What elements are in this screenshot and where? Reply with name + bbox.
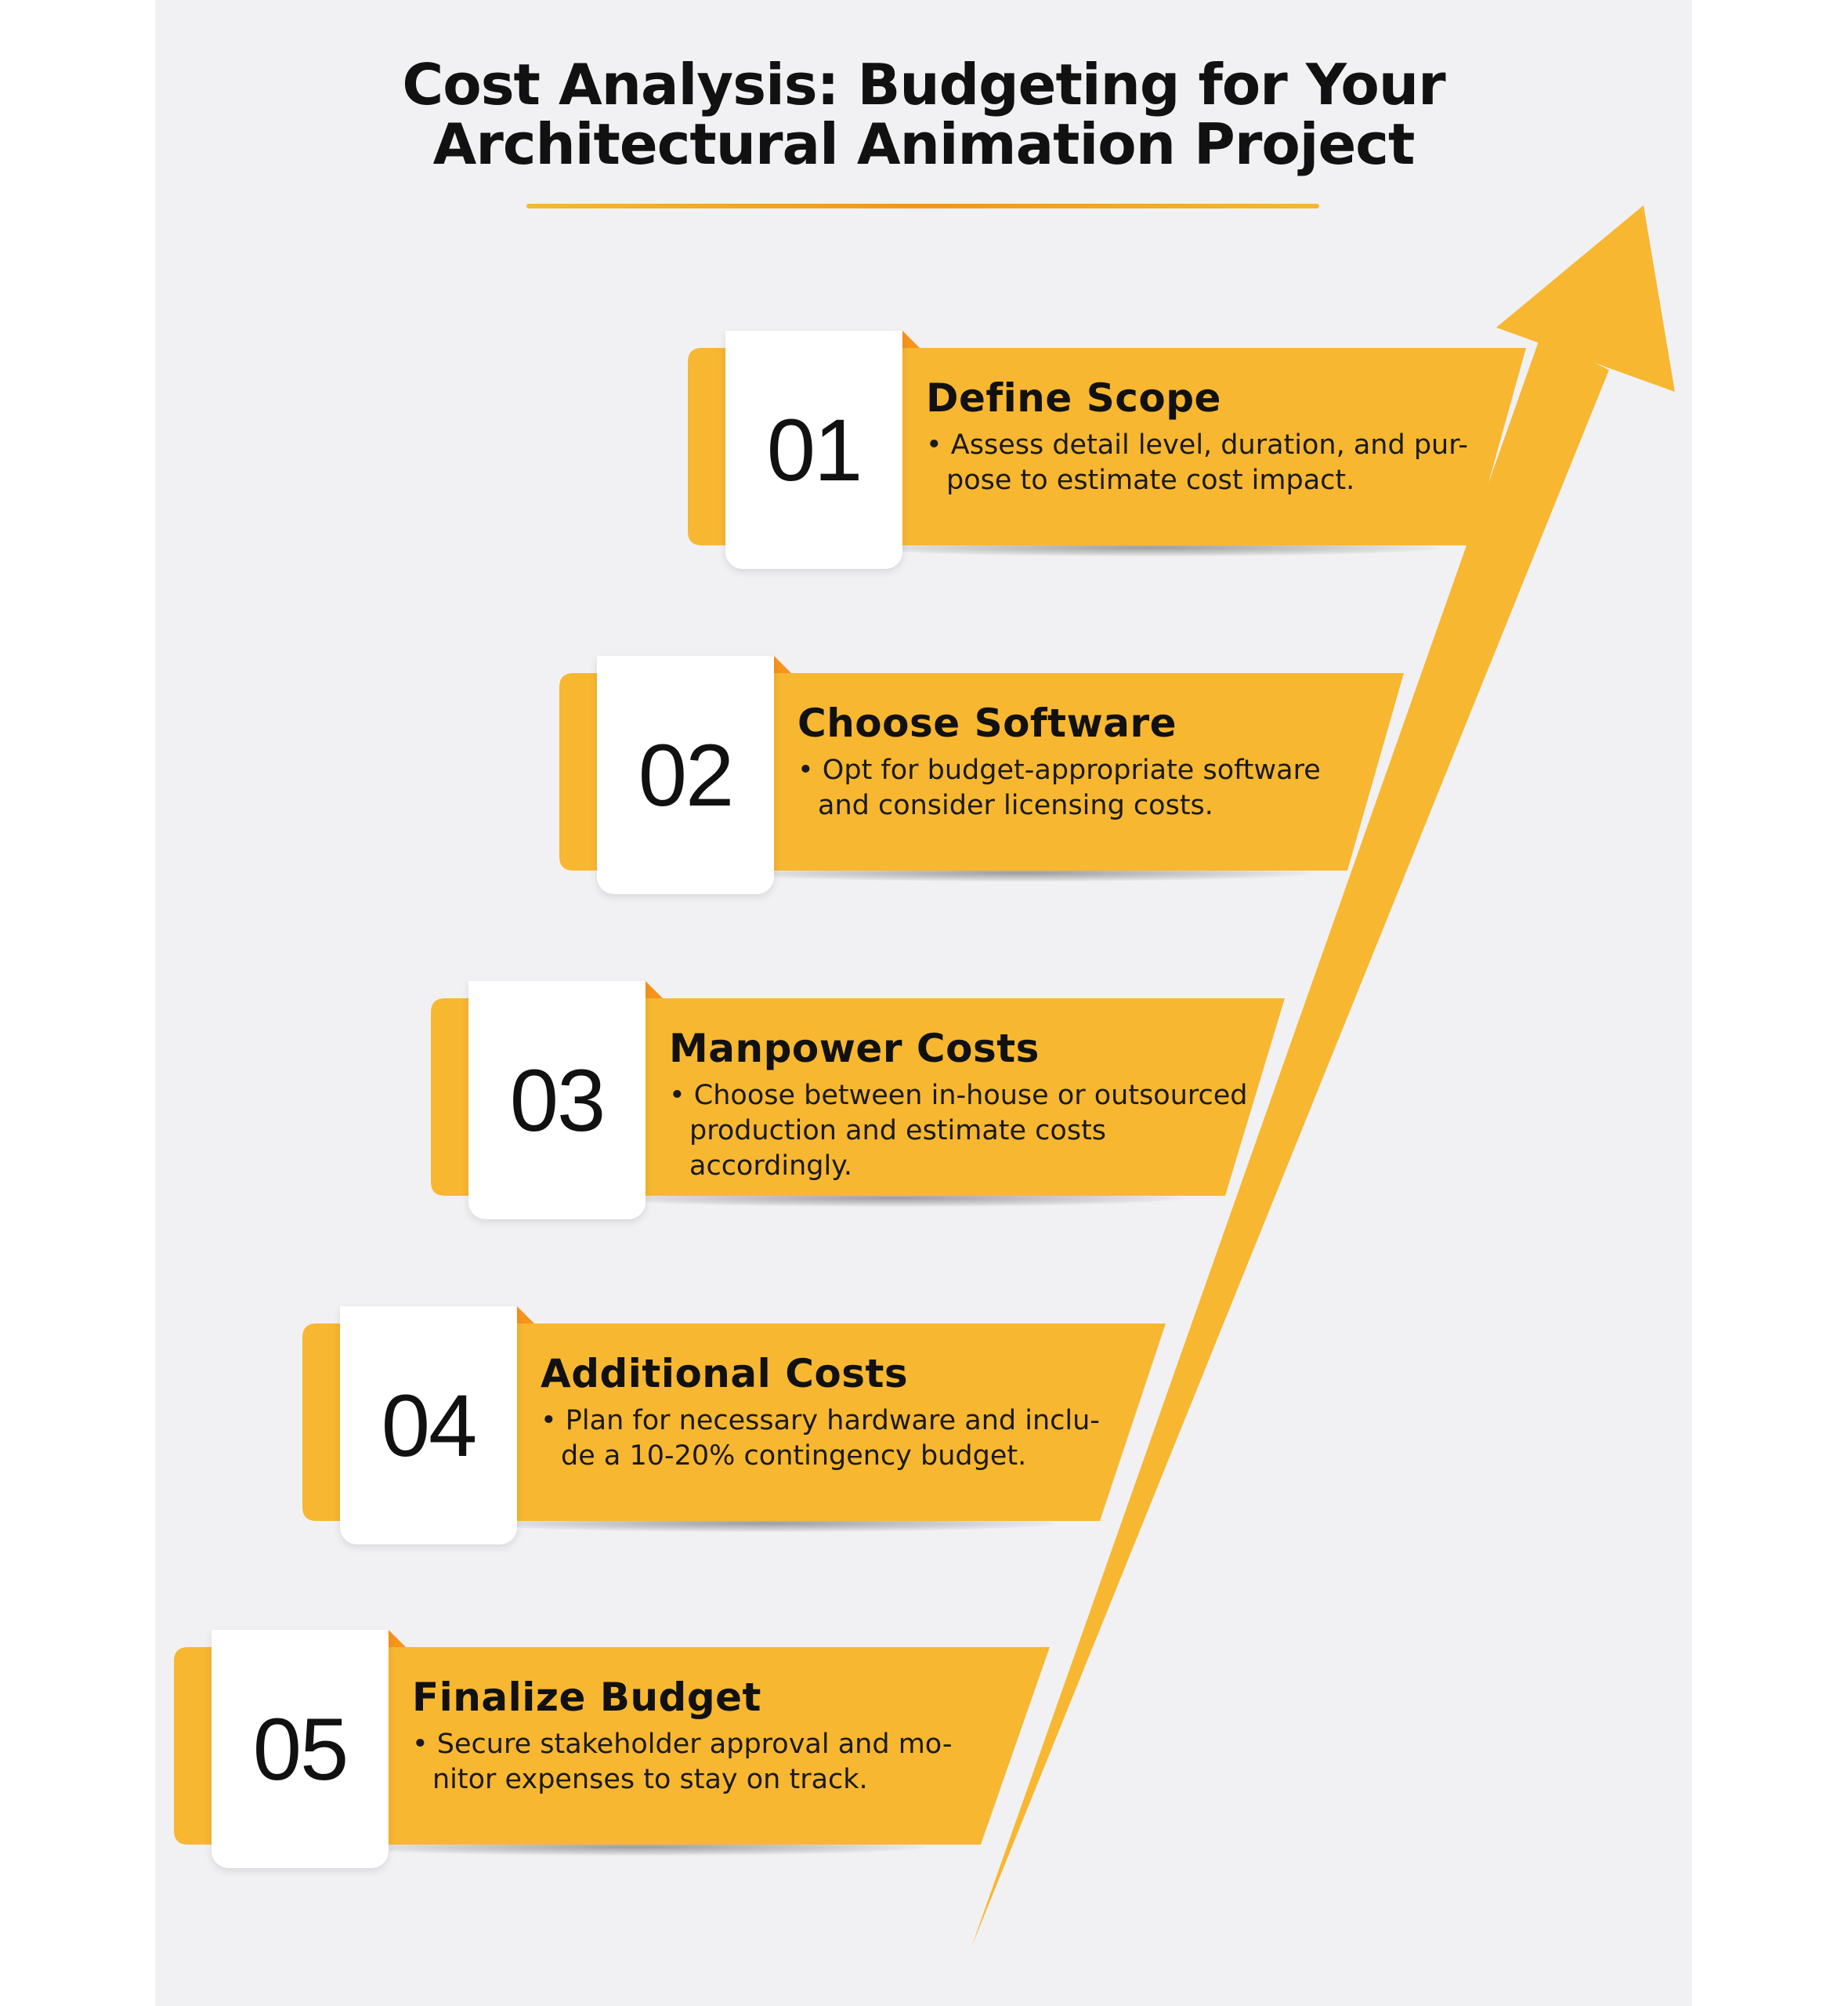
title-line-1: Cost Analysis: Budgeting for Your bbox=[402, 52, 1445, 118]
title-line-2: Architectural Animation Project bbox=[432, 111, 1415, 177]
step-01 bbox=[688, 329, 1848, 580]
bullet: • bbox=[541, 1405, 557, 1436]
bullet: • bbox=[412, 1729, 429, 1760]
step-number: 03 bbox=[509, 1051, 605, 1150]
step-number-card bbox=[212, 1630, 389, 1868]
step-heading: Finalize Budget bbox=[412, 1675, 761, 1720]
step-text bbox=[669, 1025, 1264, 1184]
step-03 bbox=[431, 979, 1606, 1230]
step-number-card bbox=[725, 331, 902, 569]
step-description bbox=[669, 1078, 1264, 1184]
step-description bbox=[412, 1727, 992, 1798]
step-description-text: Choose between in-house or outsourced production and estimate costs accordingly. bbox=[689, 1080, 1248, 1182]
step-number-card bbox=[597, 656, 774, 894]
step-description bbox=[797, 753, 1377, 824]
step-description-text: Assess detail level, duration, and pur-pose to estimate cost impact. bbox=[946, 429, 1468, 496]
step-description bbox=[926, 428, 1506, 498]
step-description-text: Opt for budget-appropriate software and consider licensing costs. bbox=[818, 755, 1321, 821]
step-heading: Choose Software bbox=[797, 701, 1177, 746]
step-number-card bbox=[468, 981, 646, 1219]
step-04 bbox=[302, 1305, 1477, 1555]
step-heading: Manpower Costs bbox=[669, 1026, 1040, 1071]
step-description-text: Plan for necessary hardware and inclu-de a 10-20% contingency budget. bbox=[561, 1405, 1100, 1472]
step-description bbox=[541, 1403, 1120, 1474]
step-number-card bbox=[340, 1306, 517, 1544]
step-text bbox=[797, 700, 1377, 824]
step-description-text: Secure stakeholder approval and mo-nitor expenses to stay on track. bbox=[432, 1729, 953, 1795]
bullet: • bbox=[926, 429, 942, 461]
step-05 bbox=[174, 1628, 1349, 1879]
bullet: • bbox=[669, 1080, 685, 1111]
step-text bbox=[541, 1350, 1120, 1474]
step-number: 05 bbox=[252, 1700, 348, 1798]
step-text bbox=[926, 375, 1506, 498]
step-number: 02 bbox=[638, 726, 733, 824]
step-02 bbox=[559, 654, 1734, 905]
step-number: 04 bbox=[381, 1376, 476, 1475]
step-text bbox=[412, 1674, 992, 1798]
step-heading: Additional Costs bbox=[541, 1351, 909, 1396]
bullet: • bbox=[797, 755, 814, 786]
step-number: 01 bbox=[766, 400, 862, 499]
step-heading: Define Scope bbox=[926, 375, 1221, 421]
